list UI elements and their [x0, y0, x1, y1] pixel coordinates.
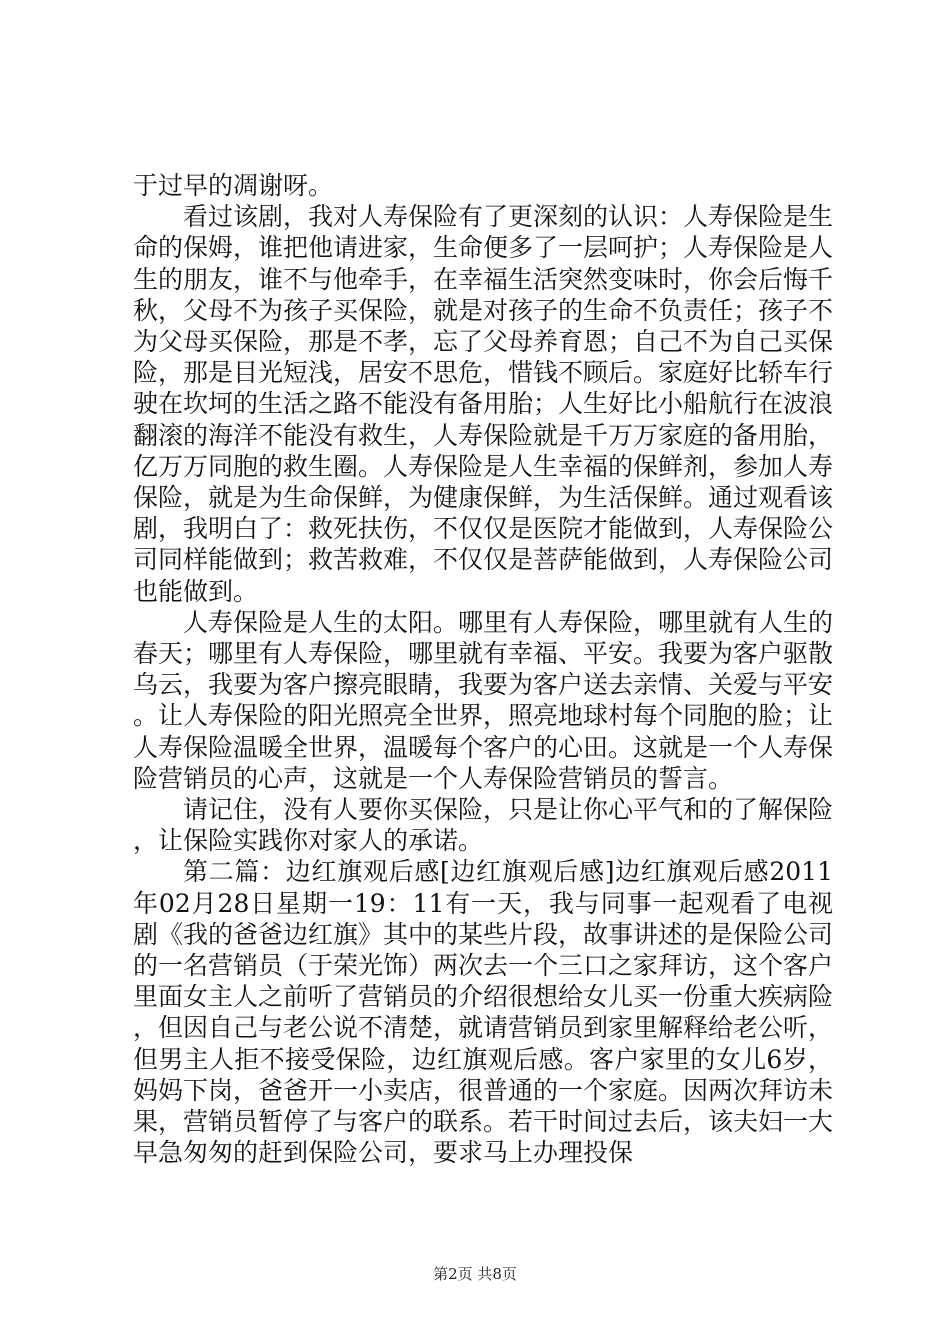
- paragraph-insurance-understanding: 看过该剧，我对人寿保险有了更深刻的认识：人寿保险是生命的保姆，谁把他请进家，生命便多了一层呵护；人寿保险是人生的朋友，谁不与他牵手，在幸福生活突然变味时，你会后悔千秋，父母不为孩子买保险，就是对孩子的生命不负责任；孩子不为父母买保险，那是不孝，忘了父母养育恩；自己不为自己买保险，那是目光短浅，居安不思危，惜钱不顾后。家庭好比轿车行驶在坎坷的生活之路不能没有备用胎；人生好比小船航行在波浪翻滚的海洋不能没有救生，人寿保险就是千万万家庭的备用胎，亿万万同胞的救生圈。人寿保险是人生幸福的保鲜剂，参加人寿保险，就是为生命保鲜，为健康保鲜，为生活保鲜。通过观看该剧，我明白了：救死扶伤，不仅仅是医院才能做到，人寿保险公司同样能做到；救苦救难，不仅仅是菩萨能做到，人寿保险公司也能做到。: [133, 202, 834, 606]
- paragraph-continuation: 于过早的凋谢呀。: [133, 171, 334, 200]
- paragraph-insurance-sun: 人寿保险是人生的太阳。哪里有人寿保险，哪里就有人生的春天；哪里有人寿保险，哪里就有幸福、平安。我要为客户驱散乌云，我要为客户擦亮眼睛，我要为客户送去亲情、关爱与平安。让人寿保险的阳光照亮全世界，照亮地球村每个同胞的脸；让人寿保险温暖全世界，温暖每个客户的心田。这就是一个人寿保险营销员的心声，这就是一个人寿保险营销员的誓言。: [133, 607, 834, 793]
- paragraph-remember: 请记住，没有人要你买保险，只是让你心平气和的了解保险，让保险实践你对家人的承诺。: [133, 795, 834, 856]
- page-footer: 第2页 共8页: [433, 1265, 517, 1283]
- document-body: [133, 170, 833, 1169]
- paragraph-second-article: 第二篇：边红旗观后感[边红旗观后感]边红旗观后感2011年02月28日星期一19：11有一天，我与同事一起观看了电视剧《我的爸爸边红旗》其中的某些片段，故事讲述的是保险公司的一名营销员（于荣光饰）两次去一个三口之家拜访，这个客户里面女主人之前听了营销员的介绍很想给女儿买一份重大疾病险，但因自己与老公说不清楚，就请营销员到家里解释给老公听，但男主人拒不接受保险，边红旗观后感。客户家里的女儿6岁，妈妈下岗，爸爸开一小卖店，很普通的一个家庭。因两次拜访未果，营销员暂停了与客户的联系。若干时间过去后，该夫妇一大早急匆匆的赶到保险公司，要求马上办理投保: [133, 857, 834, 1168]
